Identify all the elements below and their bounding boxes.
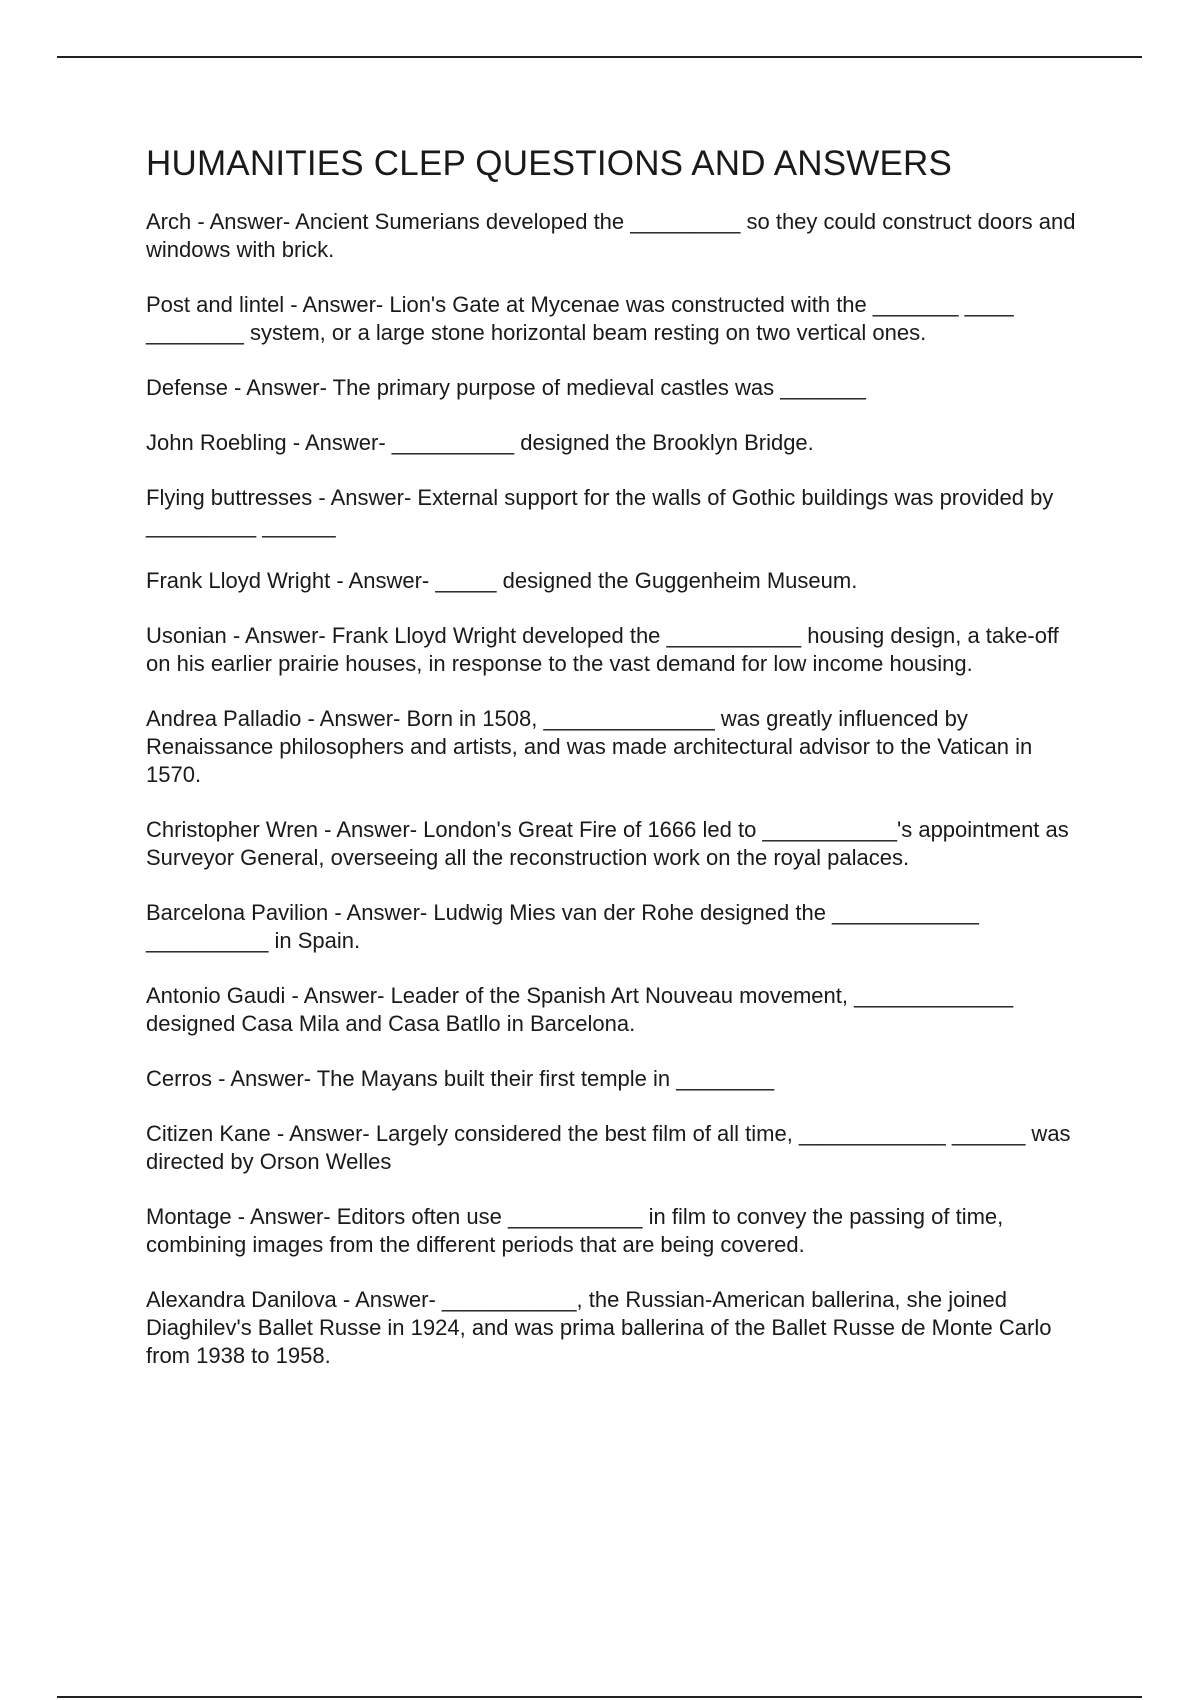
qa-item: John Roebling - Answer- __________ designed the Brooklyn Bridge.	[146, 430, 814, 455]
qa-list	[146, 208, 1086, 1370]
qa-item: Andrea Palladio - Answer- Born in 1508, ______________ was greatly influenced by Renaissance philosophers and artists, and was made architectural advisor to the Vatican in 1570.	[146, 706, 1033, 787]
qa-item: Arch - Answer- Ancient Sumerians developed the _________ so they could construct doors and windows with brick.	[146, 209, 1076, 262]
qa-item: Cerros - Answer- The Mayans built their first temple in ________	[146, 1066, 775, 1091]
qa-item: Flying buttresses - Answer- External support for the walls of Gothic buildings was provided by _________ ______	[146, 485, 1054, 538]
footer-rule	[57, 1696, 1142, 1698]
header-rule	[57, 56, 1142, 58]
qa-item: Citizen Kane - Answer- Largely considered the best film of all time, ____________ ______ was directed by Orson Welles	[146, 1121, 1071, 1174]
qa-item: Christopher Wren - Answer- London's Great Fire of 1666 led to ___________'s appointment as Surveyor General, overseeing all the reconstruction work on the royal palaces.	[146, 817, 1069, 870]
qa-item: Post and lintel - Answer- Lion's Gate at Mycenae was constructed with the _______ ____ ________ system, or a large stone horizontal beam resting on two vertical ones.	[146, 292, 1014, 345]
qa-item: Barcelona Pavilion - Answer- Ludwig Mies van der Rohe designed the ____________ __________ in Spain.	[146, 900, 979, 953]
qa-item: Usonian - Answer- Frank Lloyd Wright developed the ___________ housing design, a take-off on his earlier prairie houses, in response to the vast demand for low income housing.	[146, 623, 1059, 676]
document-body	[146, 142, 1086, 1397]
qa-item: Alexandra Danilova - Answer- ___________, the Russian-American ballerina, she joined Diaghilev's Ballet Russe in 1924, and was prima ballerina of the Ballet Russe de Monte Carlo from 1938 to 1958.	[146, 1287, 1052, 1368]
qa-item: Antonio Gaudi - Answer- Leader of the Spanish Art Nouveau movement, _____________ designed Casa Mila and Casa Batllo in Barcelona.	[146, 983, 1014, 1036]
qa-item: Montage - Answer- Editors often use ___________ in film to convey the passing of time, combining images from the different periods that are being covered.	[146, 1204, 1004, 1257]
document-title: HUMANITIES CLEP QUESTIONS AND ANSWERS	[146, 144, 953, 183]
qa-item: Frank Lloyd Wright - Answer- _____ designed the Guggenheim Museum.	[146, 568, 858, 593]
qa-item: Defense - Answer- The primary purpose of medieval castles was _______	[146, 375, 866, 400]
